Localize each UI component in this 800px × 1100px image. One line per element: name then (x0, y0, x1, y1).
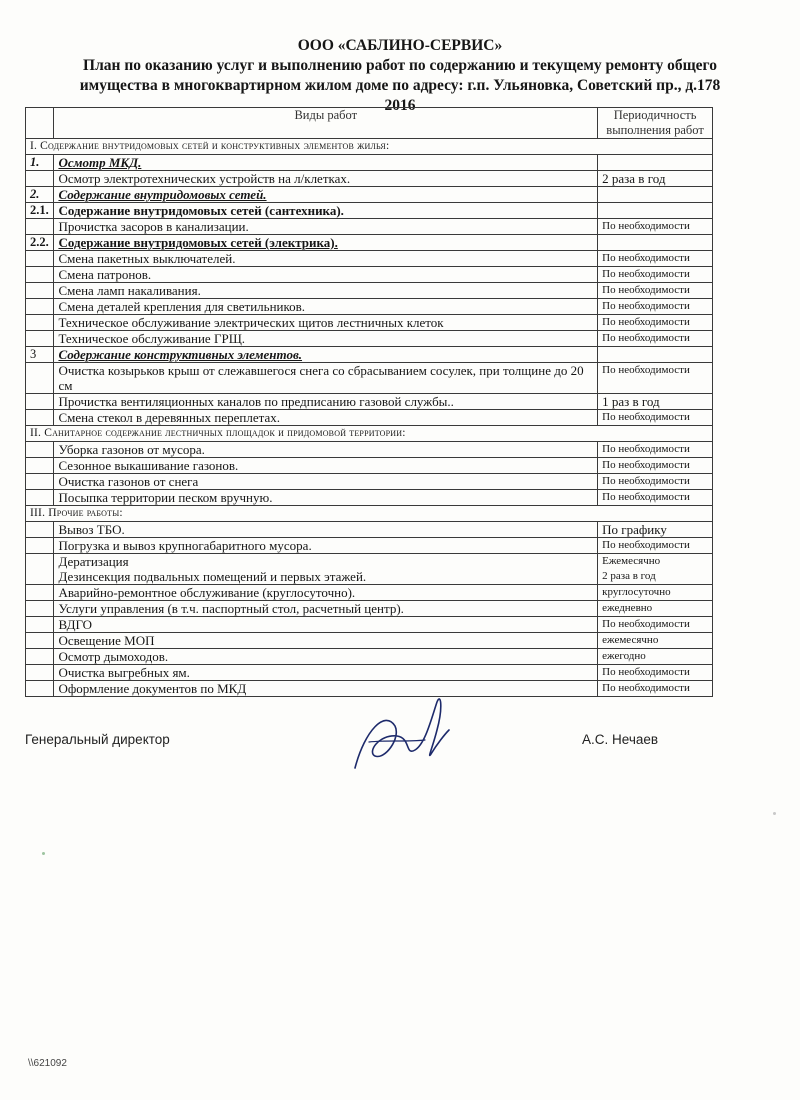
table-row (26, 601, 713, 617)
work-description (54, 585, 598, 601)
work-description (54, 601, 598, 617)
work-periodicity: По графику (598, 522, 713, 538)
table-row (26, 363, 713, 394)
company-name: ООО «САБЛИНО-СЕРВИС» (297, 37, 503, 54)
section-row (26, 426, 713, 442)
work-text: Услуги управления (в т.ч. паспортный стол, расчетный центр). (58, 601, 404, 616)
work-description (54, 617, 598, 633)
work-text: Посыпка территории песком вручную. (58, 490, 273, 505)
work-text: Очистка козырьков крыш от слежавшегося снега со сбрасыванием сосулек, при толщине до 20 см (58, 363, 584, 393)
work-text: Вывоз ТБО. (58, 522, 125, 537)
work-description (54, 522, 598, 538)
table-row (26, 490, 713, 506)
table-row (26, 299, 713, 315)
work-description (54, 474, 598, 490)
work-description (54, 363, 598, 394)
table-row (26, 347, 713, 363)
table-row (26, 474, 713, 490)
subsection-title: Содержание внутридомовых сетей (сантехника). (58, 203, 344, 218)
work-periodicity: По необходимости (598, 363, 713, 394)
document-header (0, 36, 800, 116)
subsection-title: Содержание конструктивных элементов. (58, 347, 303, 362)
table-row (26, 458, 713, 474)
work-periodicity: По необходимости (598, 442, 713, 458)
subsection-title: Содержание внутридомовых сетей. (58, 187, 267, 202)
title-line-1: План по оказанию услуг и выполнению работ по содержанию и текущему ремонту общего (83, 57, 717, 74)
work-text: Очистка газонов от снега (58, 474, 199, 489)
work-description (54, 554, 598, 585)
work-periodicity: По необходимости (598, 251, 713, 267)
row-number (26, 474, 54, 490)
work-text: Прочистка засоров в канализации. (58, 219, 249, 234)
table-body (26, 139, 713, 697)
work-text: Смена стекол в деревянных переплетах. (58, 410, 280, 425)
work-periodicity (598, 235, 713, 251)
row-number (26, 490, 54, 506)
work-periodicity: ежедневно (598, 601, 713, 617)
work-periodicity: По необходимости (598, 219, 713, 235)
work-description (54, 490, 598, 506)
work-description (54, 315, 598, 331)
section-row (26, 506, 713, 522)
work-periodicity: По необходимости (598, 617, 713, 633)
work-text: Техническое обслуживание ГРЩ. (58, 331, 246, 346)
section-title: II. Санитарное содержание лестничных площадок и придомовой территории: (26, 426, 713, 442)
row-number (26, 171, 54, 187)
row-number (26, 617, 54, 633)
scan-speck (42, 852, 45, 855)
header-works: Виды работ (54, 108, 598, 139)
table-row (26, 442, 713, 458)
work-periodicity: круглосуточно (598, 585, 713, 601)
scan-speck (773, 812, 776, 815)
row-number (26, 219, 54, 235)
table-row (26, 219, 713, 235)
table-row (26, 331, 713, 347)
row-number (26, 681, 54, 697)
work-description-line: Дератизация (58, 554, 129, 569)
row-number (26, 538, 54, 554)
table-row (26, 171, 713, 187)
work-periodicity: По необходимости (598, 474, 713, 490)
work-text: Прочистка вентиляционных каналов по предписанию газовой службы.. (58, 394, 454, 409)
work-description (54, 203, 598, 219)
work-text: Аварийно-ремонтное обслуживание (круглосуточно). (58, 585, 356, 600)
row-number (26, 331, 54, 347)
row-number (26, 267, 54, 283)
table-row (26, 410, 713, 426)
section-title: I. Содержание внутридомовых сетей и конструктивных элементов жилья: (26, 139, 713, 155)
work-description (54, 171, 598, 187)
work-text: Очистка выгребных ям. (58, 665, 190, 680)
work-periodicity-line: Ежемесячно (602, 555, 661, 567)
work-periodicity: По необходимости (598, 315, 713, 331)
table-row (26, 203, 713, 219)
title-line-2: имущества в многоквартирном жилом доме по адресу: г.п. Ульяновка, Советский пр., д.178 (79, 77, 721, 94)
work-description (54, 219, 598, 235)
work-periodicity: По необходимости (598, 490, 713, 506)
work-periodicity: ежемесячно (598, 633, 713, 649)
footer-code: \\621092 (28, 1058, 67, 1069)
work-periodicity (598, 347, 713, 363)
work-periodicity (598, 187, 713, 203)
row-number (26, 554, 54, 585)
subsection-title: Осмотр МКД. (58, 155, 142, 170)
work-text: Смена патронов. (58, 267, 152, 282)
row-number (26, 315, 54, 331)
work-description (54, 458, 598, 474)
work-description (54, 235, 598, 251)
table-row (26, 585, 713, 601)
work-description (54, 410, 598, 426)
handwritten-signature (345, 690, 475, 780)
work-description (54, 331, 598, 347)
work-description-line: Дезинсекция подвальных помещений и первых этажей. (58, 569, 367, 584)
work-description (54, 299, 598, 315)
work-periodicity: По необходимости (598, 410, 713, 426)
row-number (26, 283, 54, 299)
document-year: 2016 (384, 97, 416, 114)
work-description (54, 155, 598, 171)
row-number: 1. (26, 155, 54, 171)
work-periodicity-line: 2 раза в год (602, 570, 656, 582)
work-periodicity: ежегодно (598, 649, 713, 665)
row-number (26, 665, 54, 681)
table-row (26, 283, 713, 299)
row-number (26, 442, 54, 458)
table-row (26, 251, 713, 267)
work-description (54, 649, 598, 665)
work-description (54, 442, 598, 458)
work-description (54, 394, 598, 410)
work-description (54, 283, 598, 299)
table-header-row (26, 108, 713, 139)
row-number (26, 601, 54, 617)
work-text: ВДГО (58, 617, 93, 632)
table-row (26, 522, 713, 538)
row-number (26, 394, 54, 410)
row-number (26, 522, 54, 538)
row-number (26, 251, 54, 267)
work-periodicity: По необходимости (598, 267, 713, 283)
header-period: Периодичность выполнения работ (598, 108, 713, 139)
table-row (26, 538, 713, 554)
section-row (26, 139, 713, 155)
work-description (54, 347, 598, 363)
work-text: Сезонное выкашивание газонов. (58, 458, 239, 473)
work-description (54, 251, 598, 267)
work-periodicity: По необходимости (598, 681, 713, 697)
row-number (26, 633, 54, 649)
row-number (26, 410, 54, 426)
row-number (26, 299, 54, 315)
work-periodicity: По необходимости (598, 538, 713, 554)
work-description (54, 187, 598, 203)
work-text: Смена ламп накаливания. (58, 283, 201, 298)
work-text: Осмотр электротехнических устройств на л/клетках. (58, 171, 351, 186)
table-row (26, 394, 713, 410)
table-row (26, 617, 713, 633)
signatory-role: Генеральный директор (25, 732, 170, 747)
table-row (26, 649, 713, 665)
work-periodicity: По необходимости (598, 665, 713, 681)
signatory-name: А.С. Нечаев (582, 732, 659, 747)
row-number (26, 363, 54, 394)
work-description (54, 665, 598, 681)
section-title: III. Прочие работы: (26, 506, 713, 522)
work-periodicity: По необходимости (598, 331, 713, 347)
work-periodicity: 2 раза в год (598, 171, 713, 187)
row-number: 2.1. (26, 203, 54, 219)
table-row (26, 187, 713, 203)
work-text: Осмотр дымоходов. (58, 649, 169, 664)
table-row (26, 633, 713, 649)
work-description (54, 681, 598, 697)
table-row (26, 554, 713, 585)
table-row (26, 155, 713, 171)
work-description (54, 538, 598, 554)
row-number (26, 649, 54, 665)
row-number (26, 585, 54, 601)
row-number: 2.2. (26, 235, 54, 251)
row-number: 3 (26, 347, 54, 363)
work-text: Смена пакетных выключателей. (58, 251, 236, 266)
work-periodicity (598, 155, 713, 171)
work-periodicity: 1 раз в год (598, 394, 713, 410)
work-description (54, 633, 598, 649)
table-row (26, 665, 713, 681)
work-periodicity: По необходимости (598, 458, 713, 474)
work-text: Уборка газонов от мусора. (58, 442, 205, 457)
work-text: Смена деталей крепления для светильников. (58, 299, 306, 314)
work-text: Оформление документов по МКД (58, 681, 247, 696)
work-periodicity (598, 554, 713, 585)
works-plan-table (25, 107, 713, 697)
work-periodicity (598, 203, 713, 219)
work-text: Погрузка и вывоз крупногабаритного мусора. (58, 538, 312, 553)
header-num-cell (26, 108, 54, 139)
work-description (54, 267, 598, 283)
work-periodicity: По необходимости (598, 283, 713, 299)
work-text: Освещение МОП (58, 633, 155, 648)
table-row (26, 267, 713, 283)
table-row (26, 315, 713, 331)
work-text: Техническое обслуживание электрических щитов лестничных клеток (58, 315, 444, 330)
row-number: 2. (26, 187, 54, 203)
table-row (26, 235, 713, 251)
work-periodicity: По необходимости (598, 299, 713, 315)
row-number (26, 458, 54, 474)
subsection-title: Содержание внутридомовых сетей (электрика). (58, 235, 338, 250)
